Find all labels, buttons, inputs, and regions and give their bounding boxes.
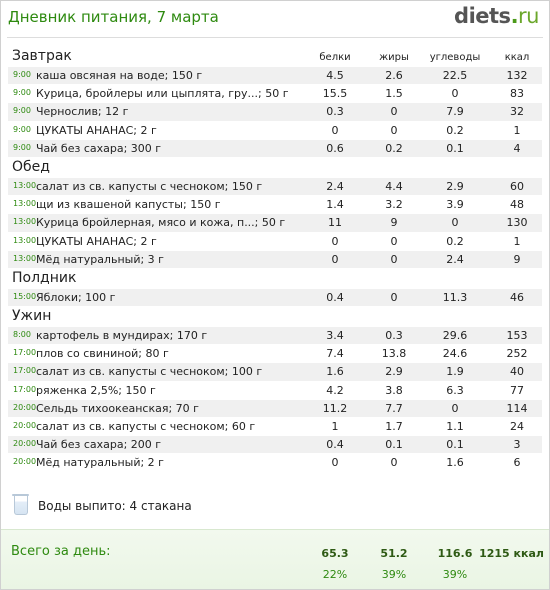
food-carbs: 0 [451, 216, 459, 230]
header [1, 1, 549, 37]
food-protein: 7.4 [326, 347, 344, 361]
column-header-protein: белки [319, 52, 351, 63]
meal-time: 9:00 [13, 88, 31, 98]
food-fat: 2.9 [385, 365, 403, 379]
food-name: салат из св. капусты с чесноком; 150 г [36, 179, 263, 193]
food-carbs: 2.4 [446, 252, 464, 266]
food-row[interactable] [8, 177, 542, 195]
food-fat: 4.4 [385, 179, 403, 193]
food-name: Курица, бройлеры или цыплята, гру...; 50 г [36, 87, 289, 101]
food-fat: 0.3 [385, 329, 403, 343]
meal-time: 13:00 [13, 199, 37, 209]
food-carbs: 24.6 [442, 347, 468, 361]
food-kcal: 46 [510, 290, 524, 304]
meal-title: Обед [12, 158, 50, 175]
food-row[interactable] [8, 139, 542, 157]
meal-rows [8, 66, 542, 157]
meal-time: 9:00 [13, 70, 31, 79]
meal-section-header [8, 43, 542, 66]
food-row[interactable] [8, 213, 542, 231]
food-row[interactable] [8, 453, 542, 471]
food-row[interactable] [8, 250, 542, 268]
meal-time: 20:00 [13, 439, 37, 449]
food-kcal: 60 [510, 179, 524, 193]
column-header-kcal: ккал [504, 52, 530, 63]
food-name: Курица бройлерная, мясо и кожа, п...; 50 г [36, 216, 286, 230]
food-kcal: 1 [513, 234, 521, 248]
meal-time: 9:00 [13, 124, 31, 134]
food-fat: 0.2 [385, 141, 403, 155]
food-fat: 0 [390, 252, 398, 266]
meal-time: 20:00 [13, 457, 37, 467]
food-protein: 0.4 [326, 290, 344, 304]
food-fat: 13.8 [381, 347, 407, 361]
daily-total [1, 529, 549, 589]
logo-dot: . [510, 4, 519, 28]
food-carbs: 3.9 [446, 198, 464, 212]
header-divider [7, 37, 543, 38]
total-protein: 65.3 [321, 547, 349, 560]
food-fat: 0 [390, 290, 398, 304]
food-kcal: 40 [510, 365, 524, 379]
food-protein: 11.2 [322, 401, 348, 415]
food-name: Сельдь тихоокеанская; 70 г [36, 401, 199, 415]
column-header-carbs: углеводы [429, 52, 481, 63]
page-title: Дневник питания, 7 марта [8, 8, 219, 26]
total-fat: 51.2 [380, 547, 408, 560]
food-name: Мёд натуральный; 2 г [36, 456, 164, 470]
food-name: ЦУКАТЫ АНАНАС; 2 г [36, 234, 157, 248]
food-name: плов со свининой; 80 г [36, 347, 169, 361]
food-row[interactable] [8, 102, 542, 120]
food-protein: 0.6 [326, 141, 344, 155]
food-row[interactable] [8, 399, 542, 417]
food-name: Яблоки; 100 г [36, 290, 116, 304]
food-name: ЦУКАТЫ АНАНАС; 2 г [36, 123, 157, 137]
food-carbs: 1.6 [446, 456, 464, 470]
water-intake [8, 491, 542, 521]
diary-table [8, 43, 542, 472]
food-protein: 15.5 [322, 87, 348, 101]
food-carbs: 6.3 [446, 383, 464, 397]
food-fat: 1.7 [385, 420, 403, 433]
food-protein: 0.3 [326, 105, 344, 119]
food-kcal: 48 [510, 198, 524, 212]
meal-section-header [8, 268, 542, 288]
meal-rows [8, 288, 542, 306]
food-fat: 0 [390, 123, 398, 137]
meal-time: 15:00 [13, 291, 37, 301]
food-kcal: 130 [506, 216, 528, 230]
meal-title: Ужин [12, 308, 52, 325]
food-fat: 0 [390, 105, 398, 119]
meal-time: 17:00 [13, 366, 37, 376]
meal-time: 8:00 [13, 330, 31, 340]
food-name: Чай без сахара; 200 г [36, 438, 162, 452]
food-fat: 1.5 [385, 87, 403, 101]
food-protein: 0 [331, 234, 339, 248]
total-fat-percent: 39% [381, 568, 407, 581]
food-kcal: 132 [506, 69, 528, 82]
total-label: Всего за день: [11, 544, 111, 559]
total-protein-percent: 22% [322, 568, 348, 581]
food-row[interactable] [8, 381, 542, 399]
food-fat: 3.8 [385, 383, 403, 397]
meal-time: 20:00 [13, 421, 37, 430]
food-row[interactable] [8, 121, 542, 139]
food-carbs: 2.9 [446, 179, 464, 193]
food-protein: 0.4 [326, 438, 344, 452]
food-protein: 1.4 [326, 198, 344, 212]
food-carbs: 29.6 [442, 329, 468, 343]
water-glass-icon [14, 495, 28, 515]
total-carbs: 116.6 [437, 547, 473, 560]
food-carbs: 1.9 [446, 365, 464, 379]
food-row[interactable] [8, 344, 542, 362]
food-protein: 11 [328, 216, 342, 230]
food-name: картофель в мундирах; 170 г [36, 329, 208, 343]
food-kcal: 9 [513, 252, 521, 266]
food-protein: 3.4 [326, 329, 344, 343]
food-row[interactable] [8, 417, 542, 435]
meal-time: 17:00 [13, 348, 37, 358]
food-fat: 3.2 [385, 198, 403, 212]
food-name: салат из св. капусты с чесноком; 60 г [36, 420, 256, 433]
site-logo[interactable] [454, 4, 539, 28]
food-kcal: 83 [510, 87, 524, 101]
column-header-fat: жиры [379, 52, 409, 63]
food-name: Мёд натуральный; 3 г [36, 252, 164, 266]
food-name: Чернослив; 12 г [36, 105, 129, 119]
food-carbs: 1.1 [446, 420, 464, 433]
meal-rows [8, 177, 542, 268]
food-carbs: 0.1 [446, 141, 464, 155]
food-name: каша овсяная на воде; 150 г [36, 69, 203, 82]
food-kcal: 114 [506, 401, 528, 415]
food-carbs: 0.1 [446, 438, 464, 452]
meal-section-header [8, 157, 542, 177]
food-protein: 4.5 [326, 69, 344, 82]
food-carbs: 11.3 [442, 290, 468, 304]
food-row[interactable] [8, 195, 542, 213]
meal-title: Полдник [12, 269, 77, 286]
food-protein: 2.4 [326, 179, 344, 193]
meal-time: 13:00 [13, 180, 37, 190]
food-name: щи из квашеной капусты; 150 г [36, 198, 221, 212]
food-row[interactable] [8, 326, 542, 344]
food-carbs: 0 [451, 87, 459, 101]
food-name: ряженка 2,5%; 150 г [36, 383, 156, 397]
food-protein: 0 [331, 123, 339, 137]
food-carbs: 0.2 [446, 234, 464, 248]
meal-title: Завтрак [12, 48, 72, 64]
food-protein: 1 [331, 420, 339, 433]
food-kcal: 6 [513, 456, 521, 470]
food-row[interactable] [8, 66, 542, 84]
food-kcal: 32 [510, 105, 524, 119]
food-kcal: 77 [510, 383, 524, 397]
food-protein: 1.6 [326, 365, 344, 379]
food-kcal: 153 [506, 329, 528, 343]
food-protein: 4.2 [326, 383, 344, 397]
meal-time: 13:00 [13, 235, 37, 245]
food-carbs: 7.9 [446, 105, 464, 119]
food-fat: 0.1 [385, 438, 403, 452]
food-fat: 0 [390, 234, 398, 248]
food-kcal: 3 [513, 438, 521, 452]
meal-rows [8, 326, 542, 472]
meal-time: 17:00 [13, 384, 37, 394]
food-row[interactable] [8, 435, 542, 453]
meal-time: 9:00 [13, 106, 31, 116]
food-row[interactable] [8, 84, 542, 102]
meal-time: 20:00 [13, 402, 37, 412]
logo-tld: ru [518, 4, 539, 28]
logo-main: diets [454, 4, 511, 28]
food-carbs: 22.5 [442, 69, 468, 82]
meal-time: 13:00 [13, 217, 37, 227]
meal-time: 9:00 [13, 142, 31, 152]
food-row[interactable] [8, 232, 542, 250]
food-kcal: 4 [513, 141, 521, 155]
food-kcal: 252 [506, 347, 528, 361]
food-row[interactable] [8, 362, 542, 380]
total-carbs-percent: 39% [442, 568, 468, 581]
food-name: салат из св. капусты с чесноком; 100 г [36, 365, 263, 379]
food-carbs: 0.2 [446, 123, 464, 137]
food-fat: 0 [390, 456, 398, 470]
food-kcal: 1 [513, 123, 521, 137]
food-kcal: 24 [510, 420, 524, 433]
meal-section-header [8, 306, 542, 326]
water-text: Воды выпито: 4 стакана [38, 499, 192, 513]
food-fat: 9 [390, 216, 398, 230]
food-protein: 0 [331, 252, 339, 266]
food-name: Чай без сахара; 300 г [36, 141, 162, 155]
food-fat: 2.6 [385, 69, 403, 82]
meal-time: 13:00 [13, 253, 37, 263]
total-kcal: 1215 ккал [479, 547, 544, 560]
food-row[interactable] [8, 288, 542, 306]
food-carbs: 0 [451, 401, 459, 415]
food-fat: 7.7 [385, 401, 403, 415]
food-protein: 0 [331, 456, 339, 470]
